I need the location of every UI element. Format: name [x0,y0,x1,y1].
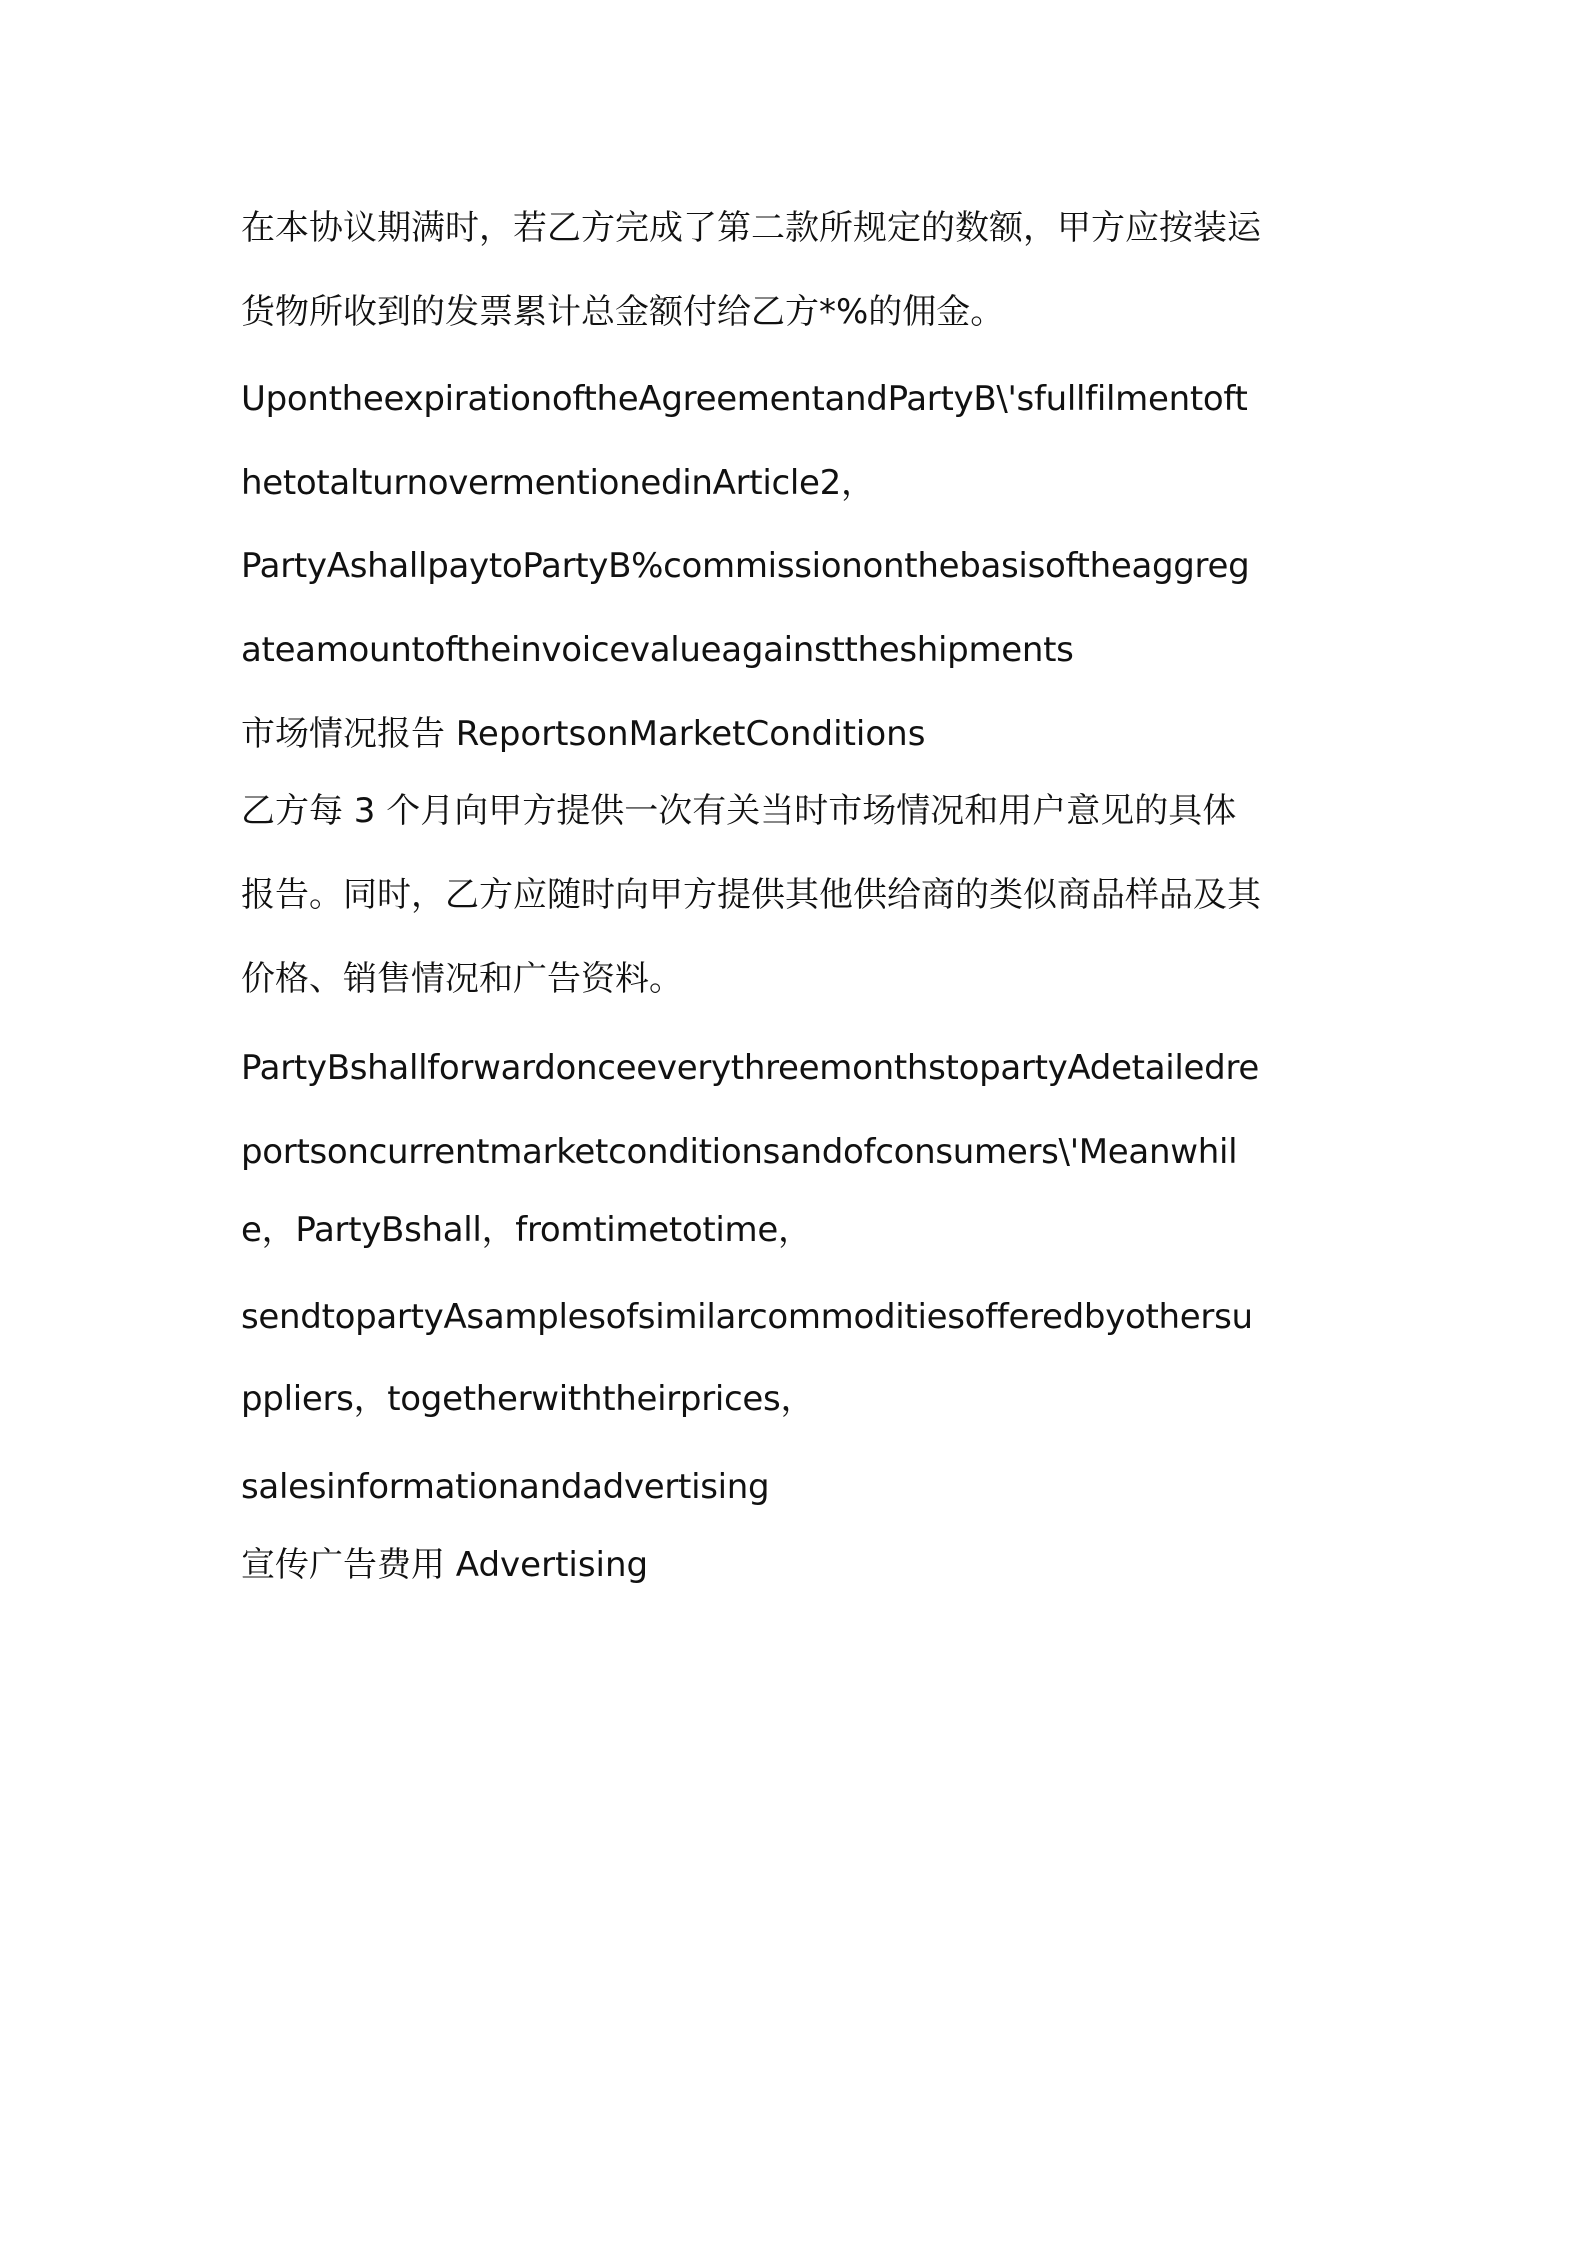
paragraph-4-line-4: sendtopartyAsamplesofsimilarcommoditiesofferedbyothersu [241,1297,1253,1337]
paragraph-2-line-1: UpontheexpirationoftheAgreementandPartyB\'sfullfilmentoft [241,379,1248,419]
paragraph-3-line-2: 报告。同时，乙方应随时向甲方提供其他供给商的类似商品样品及其 [241,875,1261,915]
paragraph-4-line-6: salesinformationandadvertising [241,1467,770,1507]
paragraph-2-line-4: ateamountoftheinvoicevalueagainsttheshipments [241,630,1074,670]
paragraph-3-line-1: 乙方每 3 个月向甲方提供一次有关当时市场情况和用户意见的具体 [241,791,1237,831]
paragraph-4-line-2: portsoncurrentmarketconditionsandofconsumers\'Meanwhil [241,1132,1238,1172]
paragraph-4-line-3: e，PartyBshall，fromtimetotime， [241,1210,812,1250]
paragraph-1-line-1: 在本协议期满时，若乙方完成了第二款所规定的数额，甲方应按装运 [241,208,1261,248]
paragraph-3-line-3: 价格、销售情况和广告资料。 [241,959,683,999]
paragraph-1-line-2: 货物所收到的发票累计总金额付给乙方*%的佣金。 [241,292,1005,332]
paragraph-2-line-2: hetotalturnovermentionedinArticle2， [241,463,875,503]
paragraph-4-line-1: PartyBshallforwardonceeverythreemonthstopartyAdetailedre [241,1048,1259,1088]
section-heading-advertising: 宣传广告费用 Advertising [241,1545,649,1585]
paragraph-4-line-5: ppliers，togetherwiththeirprices， [241,1379,815,1419]
paragraph-2-line-3: PartyAshallpaytoPartyB%commissiononthebasisoftheaggreg [241,546,1250,586]
section-heading-market-reports: 市场情况报告 ReportsonMarketConditions [241,714,926,754]
